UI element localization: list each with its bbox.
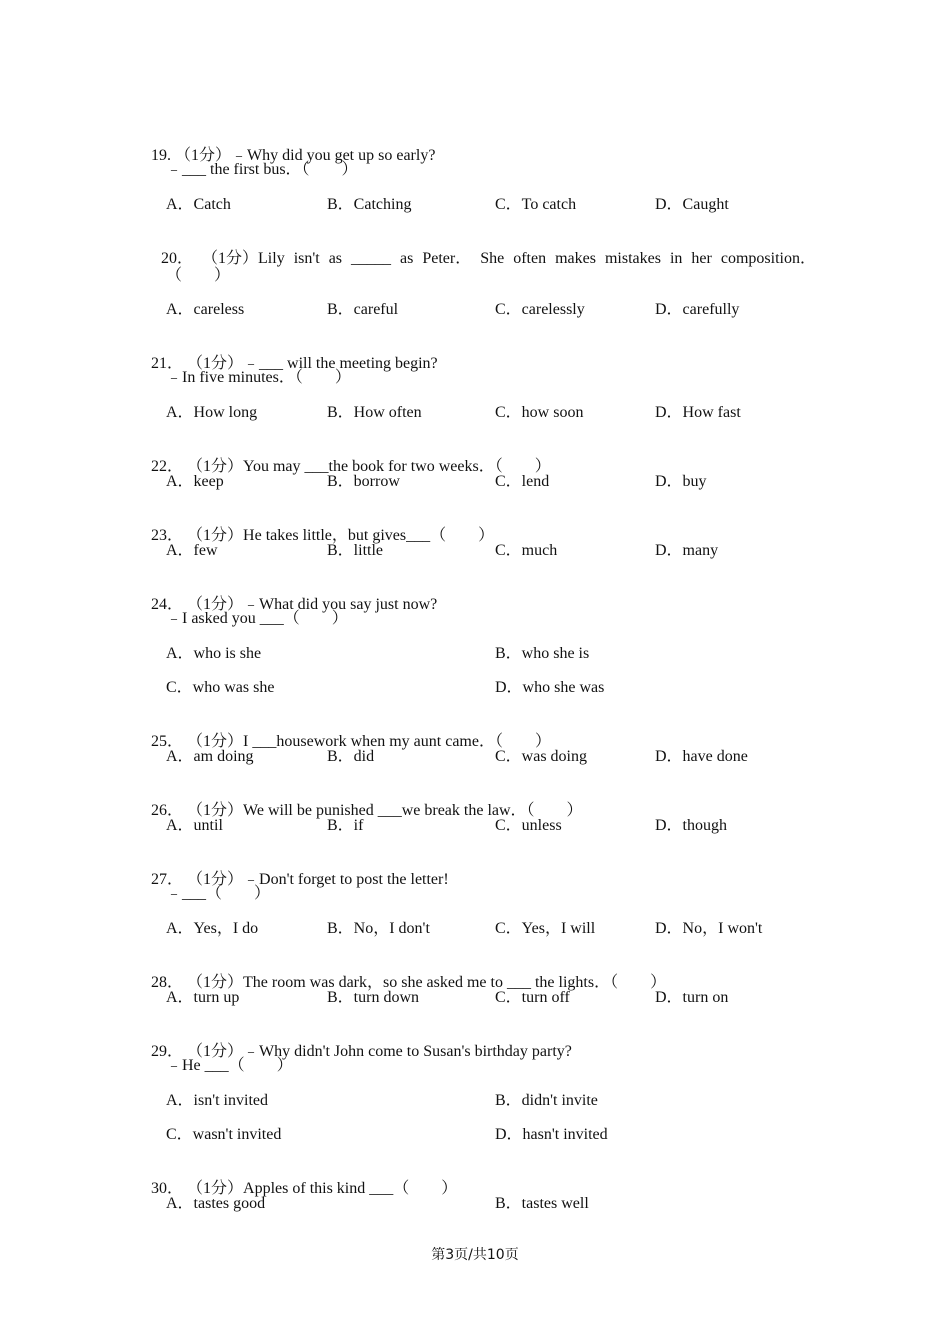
option-c[interactable]: C．carelessly bbox=[495, 301, 585, 318]
question-22-stem bbox=[143, 437, 551, 477]
option-a[interactable]: A．keep bbox=[166, 473, 224, 490]
question-score: （1分） bbox=[187, 974, 244, 991]
question-number: 30． bbox=[151, 1180, 184, 1197]
question-text: Lily isn't as _____ as Peter． She often makes mistakes in her composition． bbox=[258, 250, 816, 267]
question-26-stem bbox=[143, 781, 583, 821]
question-number: 26． bbox=[151, 802, 184, 819]
option-d[interactable]: D．though bbox=[655, 817, 728, 834]
option-c[interactable]: C．how soon bbox=[495, 404, 584, 421]
question-24-stem2: ﹣I asked you ___（ ） bbox=[166, 610, 348, 627]
question-text: The room was dark，so she asked me to ___ the lights．（ ） bbox=[243, 974, 667, 991]
option-b[interactable]: B．if bbox=[327, 817, 364, 834]
option-b[interactable]: B．who she is bbox=[495, 645, 590, 662]
question-text: ﹣What did you say just now? bbox=[243, 596, 438, 613]
option-c[interactable]: C．lend bbox=[495, 473, 550, 490]
question-28-stem bbox=[143, 953, 666, 993]
question-25-stem bbox=[143, 712, 551, 752]
question-20-stem bbox=[143, 229, 816, 269]
question-text: You may ___the book for two weeks．（ ） bbox=[243, 458, 551, 475]
option-c[interactable]: C．To catch bbox=[495, 196, 577, 213]
option-d[interactable]: D．hasn't invited bbox=[495, 1126, 608, 1143]
question-score: （1分） bbox=[187, 871, 244, 888]
option-c[interactable]: C．much bbox=[495, 542, 558, 559]
option-a[interactable]: A．who is she bbox=[166, 645, 262, 662]
question-30-stem bbox=[143, 1159, 457, 1199]
question-number: 20． bbox=[161, 250, 194, 267]
question-text: ﹣Don't forget to post the letter! bbox=[243, 871, 449, 888]
question-27-stem2: ﹣___（ ） bbox=[166, 885, 271, 902]
option-b[interactable]: B．No，I don't bbox=[327, 920, 430, 937]
option-a[interactable]: A．few bbox=[166, 542, 218, 559]
option-b[interactable]: B．tastes well bbox=[495, 1195, 589, 1212]
option-c[interactable]: C．wasn't invited bbox=[166, 1126, 282, 1143]
option-b[interactable]: B．little bbox=[327, 542, 384, 559]
question-score: （1分） bbox=[187, 355, 244, 372]
question-number: 22． bbox=[151, 458, 184, 475]
question-number: 21． bbox=[151, 355, 184, 372]
question-score: （1分） bbox=[202, 250, 259, 267]
option-b[interactable]: B．didn't invite bbox=[495, 1092, 598, 1109]
question-text: We will be punished ___we break the law．（ ） bbox=[243, 802, 583, 819]
option-a[interactable]: A．turn up bbox=[166, 989, 240, 1006]
question-21-stem2: ﹣In five minutes．（ ） bbox=[166, 369, 351, 386]
question-text: Apples of this kind ___（ ） bbox=[243, 1180, 458, 1197]
option-b[interactable]: B．turn down bbox=[327, 989, 420, 1006]
question-score: （1分） bbox=[187, 458, 244, 475]
option-d[interactable]: D．How fast bbox=[655, 404, 741, 421]
question-text: He takes little，but gives___（ ） bbox=[243, 527, 495, 544]
question-29-stem2: ﹣He ___（ ） bbox=[166, 1057, 293, 1074]
option-c[interactable]: C．unless bbox=[495, 817, 562, 834]
question-20-stem2: （ ） bbox=[166, 267, 231, 284]
option-d[interactable]: D．Caught bbox=[655, 196, 729, 213]
option-c[interactable]: C．Yes，I will bbox=[495, 920, 596, 937]
question-text: ﹣___ will the meeting begin? bbox=[243, 355, 438, 372]
question-score: （1分） bbox=[187, 733, 244, 750]
question-number: 25． bbox=[151, 733, 184, 750]
option-c[interactable]: C．was doing bbox=[495, 748, 588, 765]
question-text: I ___housework when my aunt came．（ ） bbox=[243, 733, 551, 750]
question-23-stem bbox=[143, 506, 494, 546]
question-number: 19. bbox=[151, 147, 171, 164]
question-score: （1分） bbox=[187, 596, 244, 613]
question-score: （1分） bbox=[187, 802, 244, 819]
option-d[interactable]: D．buy bbox=[655, 473, 707, 490]
option-d[interactable]: D．carefully bbox=[655, 301, 740, 318]
option-b[interactable]: B．How often bbox=[327, 404, 422, 421]
option-d[interactable]: D．have done bbox=[655, 748, 748, 765]
option-a[interactable]: A．How long bbox=[166, 404, 258, 421]
question-score: （1分） bbox=[187, 1180, 244, 1197]
question-number: 29． bbox=[151, 1043, 184, 1060]
option-c[interactable]: C．who was she bbox=[166, 679, 275, 696]
question-number: 28． bbox=[151, 974, 184, 991]
option-c[interactable]: C．turn off bbox=[495, 989, 570, 1006]
option-b[interactable]: B．careful bbox=[327, 301, 399, 318]
option-a[interactable]: A．careless bbox=[166, 301, 245, 318]
question-number: 23． bbox=[151, 527, 184, 544]
option-a[interactable]: A．Yes，I do bbox=[166, 920, 259, 937]
option-a[interactable]: A．am doing bbox=[166, 748, 254, 765]
option-b[interactable]: B．borrow bbox=[327, 473, 400, 490]
option-b[interactable]: B．did bbox=[327, 748, 375, 765]
question-score: （1分） bbox=[187, 1043, 244, 1060]
question-number: 27． bbox=[151, 871, 184, 888]
question-number: 24． bbox=[151, 596, 184, 613]
option-d[interactable]: D．turn on bbox=[655, 989, 729, 1006]
option-b[interactable]: B．Catching bbox=[327, 196, 412, 213]
option-a[interactable]: A．until bbox=[166, 817, 223, 834]
question-text: ﹣Why did you get up so early? bbox=[231, 147, 436, 164]
question-score: （1分） bbox=[175, 147, 232, 164]
question-19-stem2: ﹣___ the first bus．（ ） bbox=[166, 161, 358, 178]
question-text: ﹣Why didn't John come to Susan's birthday party? bbox=[243, 1043, 572, 1060]
option-d[interactable]: D．many bbox=[655, 542, 719, 559]
page-footer: 第3页/共10页 bbox=[431, 1247, 519, 1263]
option-a[interactable]: A．tastes good bbox=[166, 1195, 266, 1212]
option-a[interactable]: A．isn't invited bbox=[166, 1092, 268, 1109]
option-d[interactable]: D．who she was bbox=[495, 679, 605, 696]
option-d[interactable]: D．No，I won't bbox=[655, 920, 763, 937]
option-a[interactable]: A．Catch bbox=[166, 196, 231, 213]
question-score: （1分） bbox=[187, 527, 244, 544]
